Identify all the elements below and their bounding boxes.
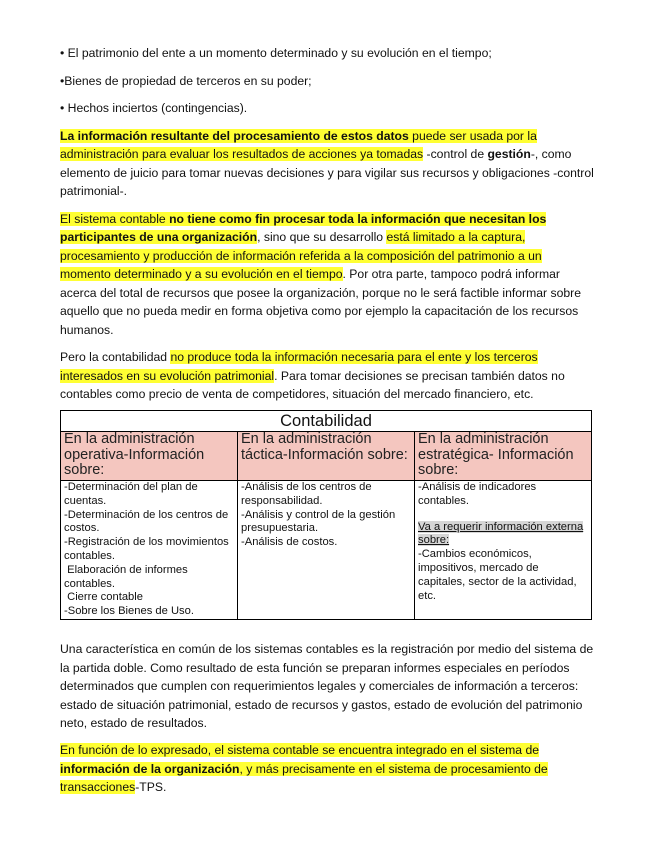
paragraph-informacion-resultante <box>60 127 595 201</box>
list-item: -Análisis de indicadores contables. <box>418 481 537 507</box>
list-item: -Análisis y control de la gestión presupuestaria. <box>241 508 396 535</box>
plain-text: -TPS. <box>135 780 167 794</box>
plain-text: -control de <box>423 147 488 161</box>
bullet-patrimonio: • El patrimonio del ente a un momento determinado y su evolución en el tiempo; <box>60 46 492 60</box>
plain-text: -, como elemento de juicio para tomar nuevas decisiones y para vigilar sus recursos y obligaciones -control patrimonial-. <box>60 147 594 198</box>
document-body <box>60 44 595 404</box>
cell-operativa <box>61 481 238 620</box>
highlight-text: El sistema contable <box>60 211 170 226</box>
plain-text: , sino que su desarrollo <box>257 230 387 244</box>
table-title: Contabilidad <box>61 411 592 432</box>
highlight-text: En función de lo expresado, el sistema contable se encuentra integrado en el sistema de <box>60 743 539 757</box>
bullet-bienes-terceros: •Bienes de propiedad de terceros en su poder; <box>60 73 312 88</box>
paragraph-contabilidad-no-produce <box>60 348 595 404</box>
bullet-hechos-inciertos: • Hechos inciertos (contingencias). <box>60 101 248 115</box>
list-item: Elaboración de informes contables. <box>64 563 191 590</box>
header-estrategica: En la administración estratégica- Información sobre: <box>415 432 592 481</box>
list-item: -Análisis de costos. <box>241 536 338 549</box>
paragraph-caracteristica-comun: Una característica en común de los sistemas contables es la registración por medio del sistema de la partida doble. Como resultado de esta función se preparan informes especiales en períodos determinados que cumplen con requerimientos legales y comerciales de información a terceros: estado de situación patrimonial, estado de recursos y gastos, estado de evolución del patrimonio neto, estado de resultados. <box>60 642 594 730</box>
highlight-bold-text: La información resultante del procesamiento de estos datos <box>60 128 409 143</box>
cell-estrategica <box>415 481 592 620</box>
header-tactica: En la administración táctica-Información sobre: <box>238 432 415 481</box>
list-item: -Determinación del plan de cuentas. <box>64 481 198 507</box>
highlight-bold-text: no tiene como fin procesar toda la información que necesitan los participantes de una organización <box>60 211 547 244</box>
plain-text: . Por otra parte, tampoco podrá informar acerca del total de recursos que posee la organización, porque no le será factible informar sobre aquello que no pueda medir en forma objetiva como por ejemplo la capacitación de los recursos humanos. <box>60 267 581 337</box>
list-item: -Sobre los Bienes de Uso. <box>64 605 194 618</box>
underlined-heading: Va a requerir información externa sobre: <box>418 520 584 547</box>
list-item: -Registración de los movimientos contables. <box>64 536 229 562</box>
plain-text: . Para tomar decisiones se precisan también datos no contables como precio de venta de competidores, situación del mercado financiero, etc. <box>60 368 565 401</box>
list-item: -Análisis de los centros de responsabilidad. <box>241 481 372 507</box>
bold-gestion: gestión <box>487 147 531 161</box>
highlight-text: no produce toda la información necesaria para el ente y los terceros interesados en su evolución patrimonial <box>60 350 538 383</box>
highlight-text: , y más precisamente en el sistema de procesamiento de transacciones <box>60 761 548 794</box>
list-item: Cierre contable <box>64 591 143 604</box>
list-item: -Cambios económicos, impositivos, mercado de capitales, sector de la actividad, etc. <box>418 548 577 602</box>
highlight-bold-text: información de la organización <box>60 761 240 776</box>
paragraph-en-funcion <box>60 741 600 797</box>
highlight-text: puede ser usada por la administración para evaluar los resultados de acciones ya tomadas <box>60 128 537 161</box>
list-item: -Determinación de los centros de costos. <box>64 508 229 535</box>
cell-tactica <box>238 481 415 620</box>
contabilidad-table <box>60 410 592 620</box>
header-operativa: En la administración operativa-Información sobre: <box>61 432 238 481</box>
highlight-text: está limitado a la captura, procesamiento y producción de información referida a la composición del patrimonio a un momento determinado y a su evolución en el tiempo <box>60 230 542 281</box>
plain-text: Pero la contabilidad <box>60 350 171 364</box>
paragraph-sistema-contable <box>60 210 595 340</box>
